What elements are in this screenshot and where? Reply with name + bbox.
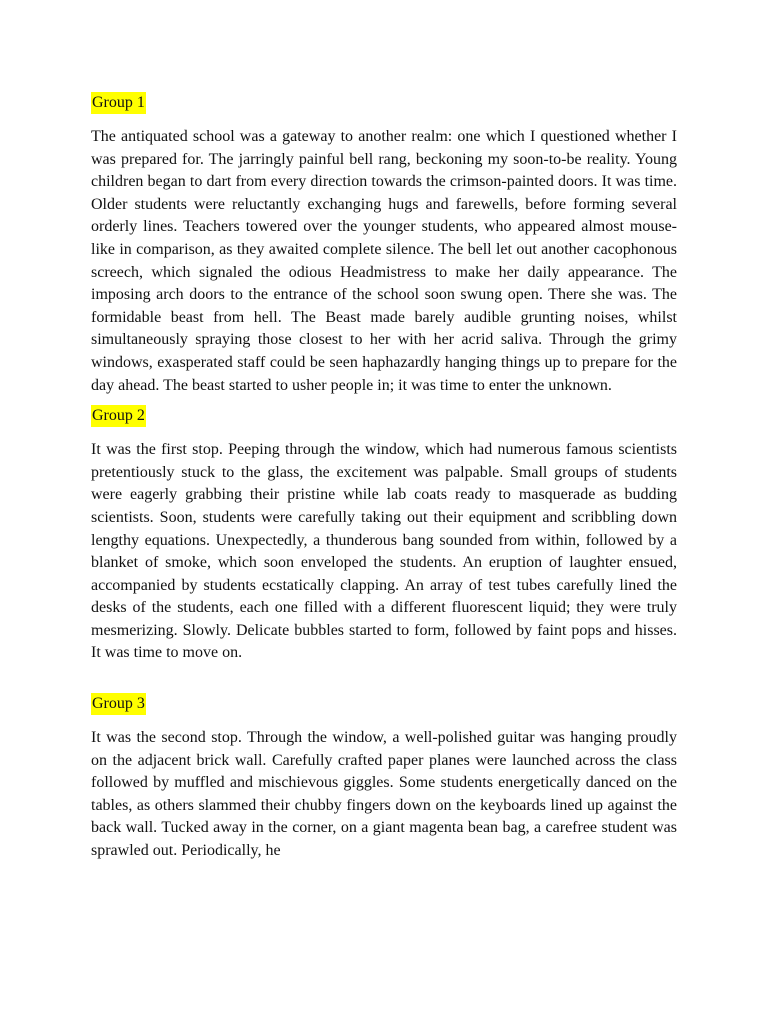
- document-page: [91, 92, 677, 863]
- group-3-heading: Group 3: [91, 693, 146, 715]
- group-2-heading: Group 2: [91, 405, 146, 427]
- group-1-paragraph: The antiquated school was a gateway to another realm: one which I questioned whether I was prepared for. The jarringly painful bell rang, beckoning my soon-to-be reality. Young children began to dart from every direction towards the crimson-painted doors. It was time. Older students were reluctantly exchanging hugs and farewells, before forming several orderly lines. Teachers towered over the younger students, who appeared almost mouse-like in comparison, as they awaited complete silence. The bell let out another cacophonous screech, which signaled the odious Headmistress to make her daily appearance. The imposing arch doors to the entrance of the school soon swung open. There she was. The formidable beast from hell. The Beast made barely audible grunting noises, whilst simultaneously spraying those closest to her with her acrid saliva. Through the grimy windows, exasperated staff could be seen haphazardly hanging things up to prepare for the day ahead. The beast started to usher people in; it was time to enter the unknown.: [91, 128, 677, 394]
- group-3-paragraph: It was the second stop. Through the window, a well-polished guitar was hanging proudly on the adjacent brick wall. Carefully crafted paper planes were launched across the class followed by muffled and mischievous giggles. Some students energetically danced on the tables, as others slammed their chubby fingers down on the keyboards lined up against the back wall. Tucked away in the corner, on a giant magenta bean bag, a carefree student was sprawled out. Periodically, he: [91, 729, 677, 860]
- group-3-section: [91, 665, 677, 863]
- group-1-heading: Group 1: [91, 92, 146, 114]
- group-2-section: [91, 397, 677, 665]
- group-1-section: [91, 92, 677, 397]
- group-2-paragraph: It was the first stop. Peeping through the window, which had numerous famous scientists pretentiously stuck to the glass, the excitement was palpable. Small groups of students were eagerly grabbing their pristine while lab coats ready to masquerade as budding scientists. Soon, students were carefully taking out their equipment and scribbling down lengthy equations. Unexpectedly, a thunderous bang sounded from within, followed by a blanket of smoke, which soon enveloped the students. An eruption of laughter ensued, accompanied by students ecstatically clapping. An array of test tubes carefully lined the desks of the students, each one filled with a different fluorescent liquid; they were truly mesmerizing. Slowly. Delicate bubbles started to form, followed by faint pops and hisses. It was time to move on.: [91, 441, 677, 662]
